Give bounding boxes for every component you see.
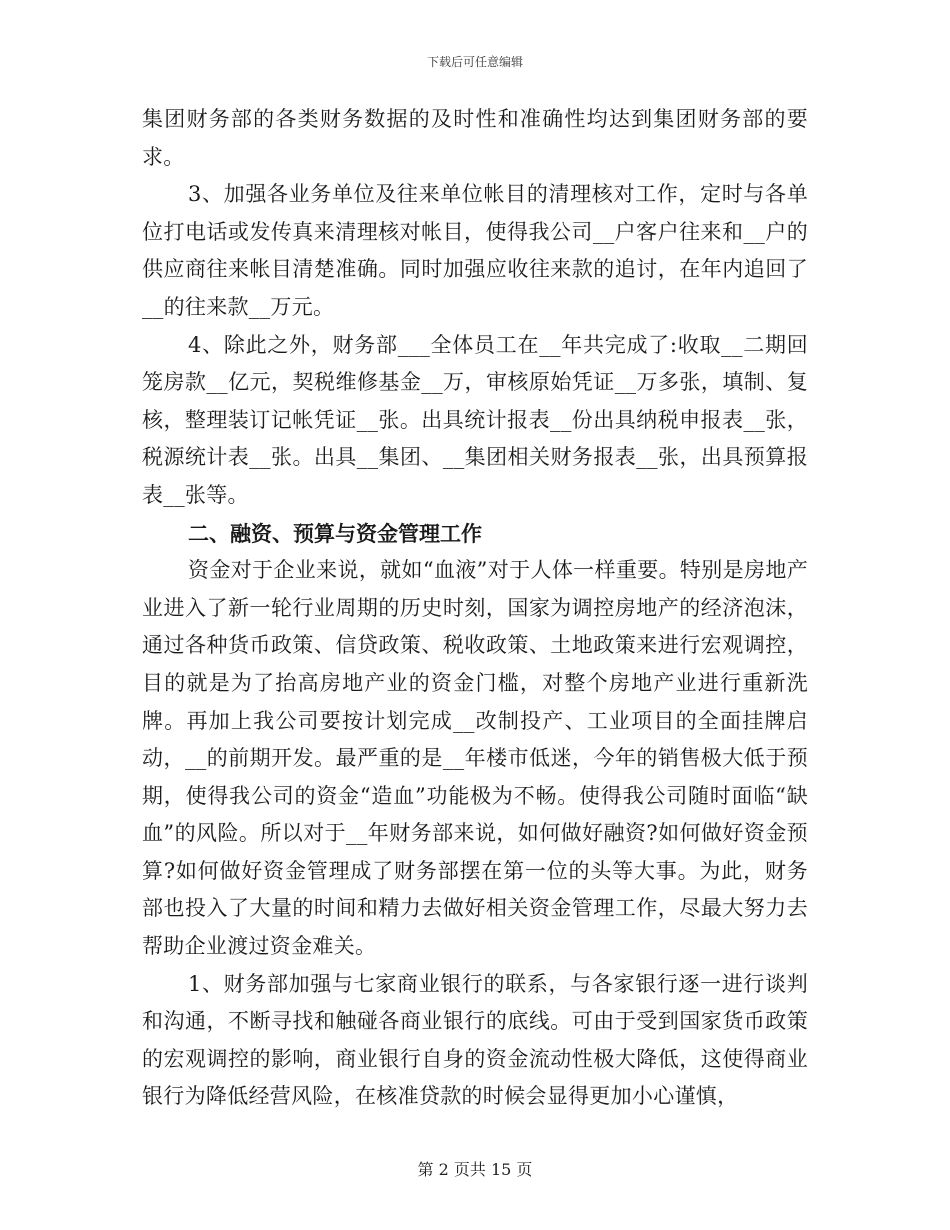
paragraph-item-4: 4、除此之外，财务部___全体员工在__年共完成了:收取__二期回笼房款__亿元，契税维修基金__万，审核原始凭证__万多张，填制、复核，整理装订记帐凭证__张。出具统计报表__份出具纳税申报表__张，税源统计表__张。出具__集团、__集团相关财务报表__张，出具预算报表__张等。 <box>142 332 808 507</box>
section-heading: 二、融资、预算与资金管理工作 <box>188 520 482 546</box>
page-footer: 第 2 页共 15 页 <box>417 1160 533 1179</box>
paragraph-item-3: 3、加强各业务单位及往来单位帐目的清理核对工作，定时与各单位打电话或发传真来清理核对帐目，使得我公司__户客户往来和__户的供应商往来帐目清楚准确。同时加强应收往来款的追讨，在年内追回了__的往来款__万元。 <box>142 182 808 319</box>
paragraph-funding-intro: 资金对于企业来说，就如“血液”对于人体一样重要。特别是房地产业进入了新一轮行业周期的历史时刻，国家为调控房地产的经济泡沫，通过各种货币政策、信贷政策、税收政策、土地政策来进行宏观调控，目的就是为了抬高房地产业的资金门槛，对整个房地产业进行重新洗牌。再加上我公司要按计划完成__改制投产、工业项目的全面挂牌启动，__的前期开发。最严重的是__年楼市低迷，今年的销售极大低于预期，使得我公司的资金“造血”功能极为不畅。使得我公司随时面临“缺血”的风险。所以对于__年财务部来说，如何做好融资?如何做好资金预算?如何做好资金管理成了财务部摆在第一位的头等大事。为此，财务部也投入了大量的时间和精力去做好相关资金管理工作，尽最大努力去帮助企业渡过资金难关。 <box>142 558 808 959</box>
page-header: 下载后可任意编辑 <box>426 55 523 69</box>
paragraph-item-1: 1、财务部加强与七家商业银行的联系，与各家银行逐一进行谈判和沟通，不断寻找和触碰各商业银行的底线。可由于受到国家货币政策的宏观调控的影响，商业银行自身的资金流动性极大降低，这使得商业银行为降低经营风险，在核准贷款的时候会显得更加小心谨慎， <box>142 971 808 1109</box>
paragraph-continuation: 集团财务部的各类财务数据的及时性和准确性均达到集团财务部的要求。 <box>142 107 808 169</box>
document-body <box>142 101 808 1116</box>
